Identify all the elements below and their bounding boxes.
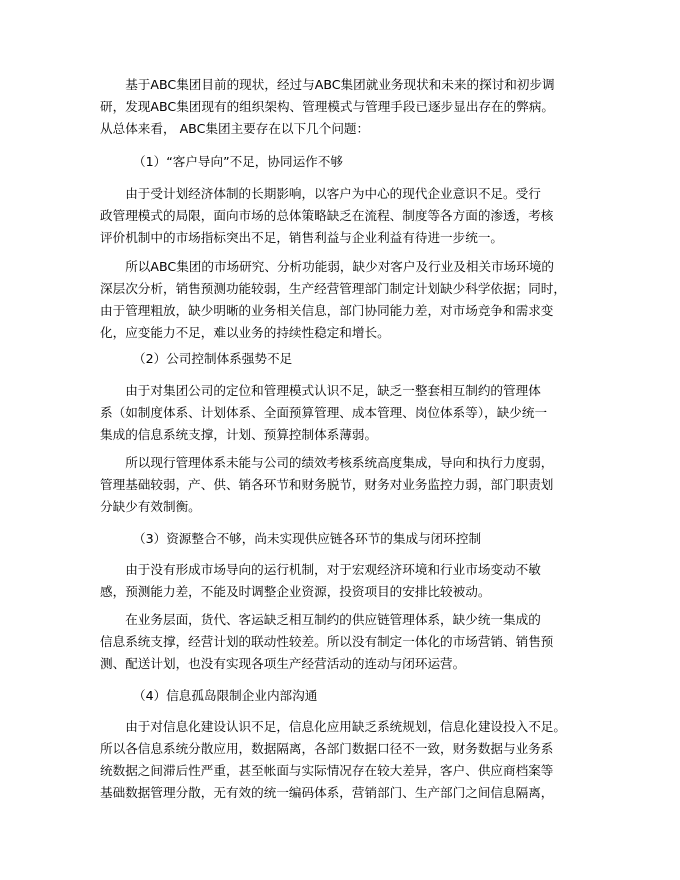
section-heading-4: （4）信息孤岛限制企业内部沟通 (133, 688, 318, 703)
text-line: 测、配送计划，也没有实现各项生产经营活动的连动与闭环运营。 (100, 656, 466, 671)
text-line: 信息系统支撑，经营计划的联动性较差。所以没有制定一体化的市场营销、销售预 (100, 634, 554, 649)
section3-paragraph-1 (100, 559, 580, 603)
text-line: 深层次分析，销售预测功能较弱，生产经营管理部门制定计划缺少科学依据；同时， (100, 281, 566, 296)
text-line: 系（如制度体系、计划体系、全面预算管理、成本管理、岗位体系等），缺少统一 (100, 405, 548, 420)
section1-paragraph-2 (100, 256, 580, 344)
text-line: 由于管理粗放，缺少明晰的业务相关信息，部门协同能力差，对市场竞争和需求变 (100, 303, 554, 318)
text-line: 由于没有形成市场导向的运行机制，对于宏观经济环境和行业市场变动不敏 (100, 562, 541, 577)
text-line: 在业务层面，货代、客运缺乏相互制约的供应链管理体系，缺少统一集成的 (100, 612, 541, 627)
text-line: 由于对集团公司的定位和管理模式认识不足，缺乏一整套相互制约的管理体 (100, 383, 541, 398)
text-line: 由于受计划经济体制的长期影响，以客户为中心的现代企业意识不足。受行 (100, 186, 541, 201)
text-line: 管理基础较弱，产、供、销各环节和财务脱节，财务对业务监控力弱，部门职责划 (100, 477, 554, 492)
text-line: 分缺少有效制衡。 (100, 499, 201, 514)
section1-paragraph-1 (100, 183, 580, 249)
section4-paragraph-1 (100, 716, 580, 804)
text-line: 集成的信息系统支撑，计划、预算控制体系薄弱。 (100, 427, 378, 442)
text-line: 评价机制中的市场指标突出不足，销售利益与企业利益有待进一步统一。 (100, 230, 503, 245)
section-heading-3: （3）资源整合不够，尚未实现供应链各环节的集成与闭环控制 (133, 531, 482, 546)
text-line: 研，发现ABC集团现有的组织架构、管理模式与管理手段已逐步显出存在的弊病。 (100, 99, 555, 114)
text-line: 政管理模式的局限，面向市场的总体策略缺乏在流程、制度等各方面的渗透，考核 (100, 208, 554, 223)
text-line: 统数据之间滞后性严重，甚至帐面与实际情况存在较大差异，客户、供应商档案等 (100, 763, 554, 778)
section3-paragraph-2 (100, 609, 580, 675)
text-line: 从总体来看， ABC集团主要存在以下几个问题： (100, 121, 370, 136)
intro-paragraph (100, 74, 580, 140)
text-line: 所以现行管理体系未能与公司的绩效考核系统高度集成，导向和执行力度弱， (100, 455, 554, 470)
text-line: 化，应变能力不足，难以业务的持续性稳定和增长。 (100, 325, 390, 340)
section2-paragraph-1 (100, 380, 580, 446)
text-line: 所以各信息系统分散应用，数据隔离，各部门数据口径不一致，财务数据与业务系 (100, 741, 554, 756)
text-line: 基础数据管理分散，无有效的统一编码体系，营销部门、生产部门之间信息隔离， (100, 785, 554, 800)
section2-paragraph-2 (100, 452, 580, 518)
section-heading-1: （1）“客户导向”不足，协同运作不够 (133, 154, 343, 169)
text-line: 基于ABC集团目前的现状，经过与ABC集团就业务现状和未来的探讨和初步调 (100, 77, 555, 92)
text-line: 所以ABC集团的市场研究、分析功能弱，缺少对客户及行业及相关市场环境的 (100, 259, 555, 274)
text-line: 感，预测能力差，不能及时调整企业资源，投资项目的安排比较被动。 (100, 584, 491, 599)
text-line: 由于对信息化建设认识不足，信息化应用缺乏系统规划，信息化建设投入不足。 (100, 719, 566, 734)
section-heading-2: （2）公司控制体系强势不足 (133, 351, 293, 366)
